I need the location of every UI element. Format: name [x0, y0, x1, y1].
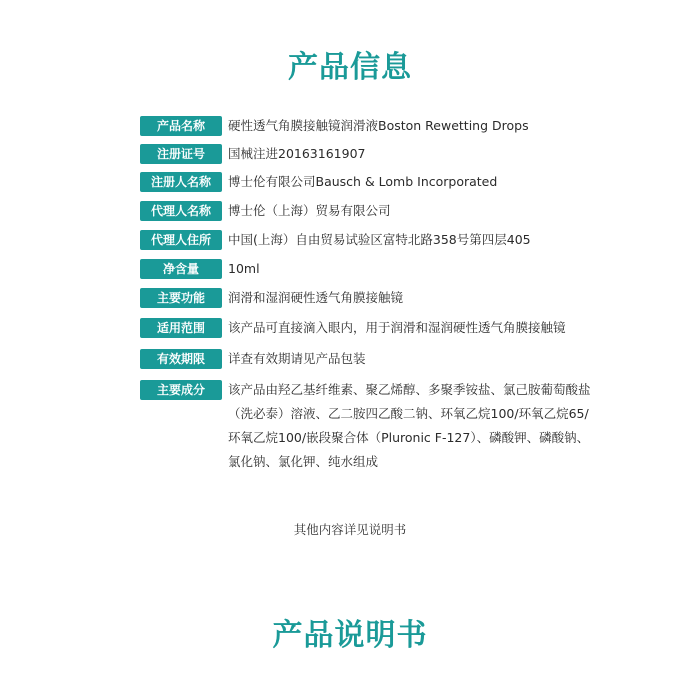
section-title: 产品说明书: [272, 618, 428, 653]
field-value: 润滑和湿润硬性透气角膜接触镜: [228, 290, 404, 305]
field-value: 10ml: [228, 261, 260, 276]
page-title: 产品信息: [288, 50, 412, 85]
field-label: 代理人住所: [140, 230, 222, 250]
field-value: 博士伦（上海）贸易有限公司: [228, 203, 391, 218]
field-label: 有效期限: [140, 349, 222, 369]
field-value: 该产品可直接滴入眼内，用于润滑和湿润硬性透气角膜接触镜: [228, 320, 566, 335]
field-label: 注册人名称: [140, 172, 222, 192]
field-value: 该产品由羟乙基纤维素、聚乙烯醇、多聚季铵盐、氯己胺葡萄酸盐（洗必泰）溶液、乙二胺四乙酸二钠、环氧乙烷100/环氧乙烷65/环氧乙烷100/嵌段聚合体（Pluronic F-127）、磷酸钾、磷酸钠、氯化钠、氯化钾、纯水组成: [228, 382, 591, 469]
field-label: 产品名称: [140, 116, 222, 136]
field-label: 注册证号: [140, 144, 222, 164]
field-value: 国械注进20163161907: [228, 146, 366, 161]
field-value: 详查有效期请见产品包装: [228, 351, 366, 366]
field-label: 代理人名称: [140, 201, 222, 221]
field-label: 净含量: [140, 259, 222, 279]
field-label: 主要成分: [140, 380, 222, 400]
field-value: 中国(上海）自由贸易试验区富特北路358号第四层405: [228, 232, 531, 247]
footer-note: 其他内容详见说明书: [293, 522, 407, 537]
field-value: 硬性透气角膜接触镜润滑液Boston Rewetting Drops: [228, 118, 529, 133]
field-value: 博士伦有限公司Bausch & Lomb Incorporated: [228, 174, 498, 189]
field-label: 适用范围: [140, 318, 222, 338]
field-label: 主要功能: [140, 288, 222, 308]
